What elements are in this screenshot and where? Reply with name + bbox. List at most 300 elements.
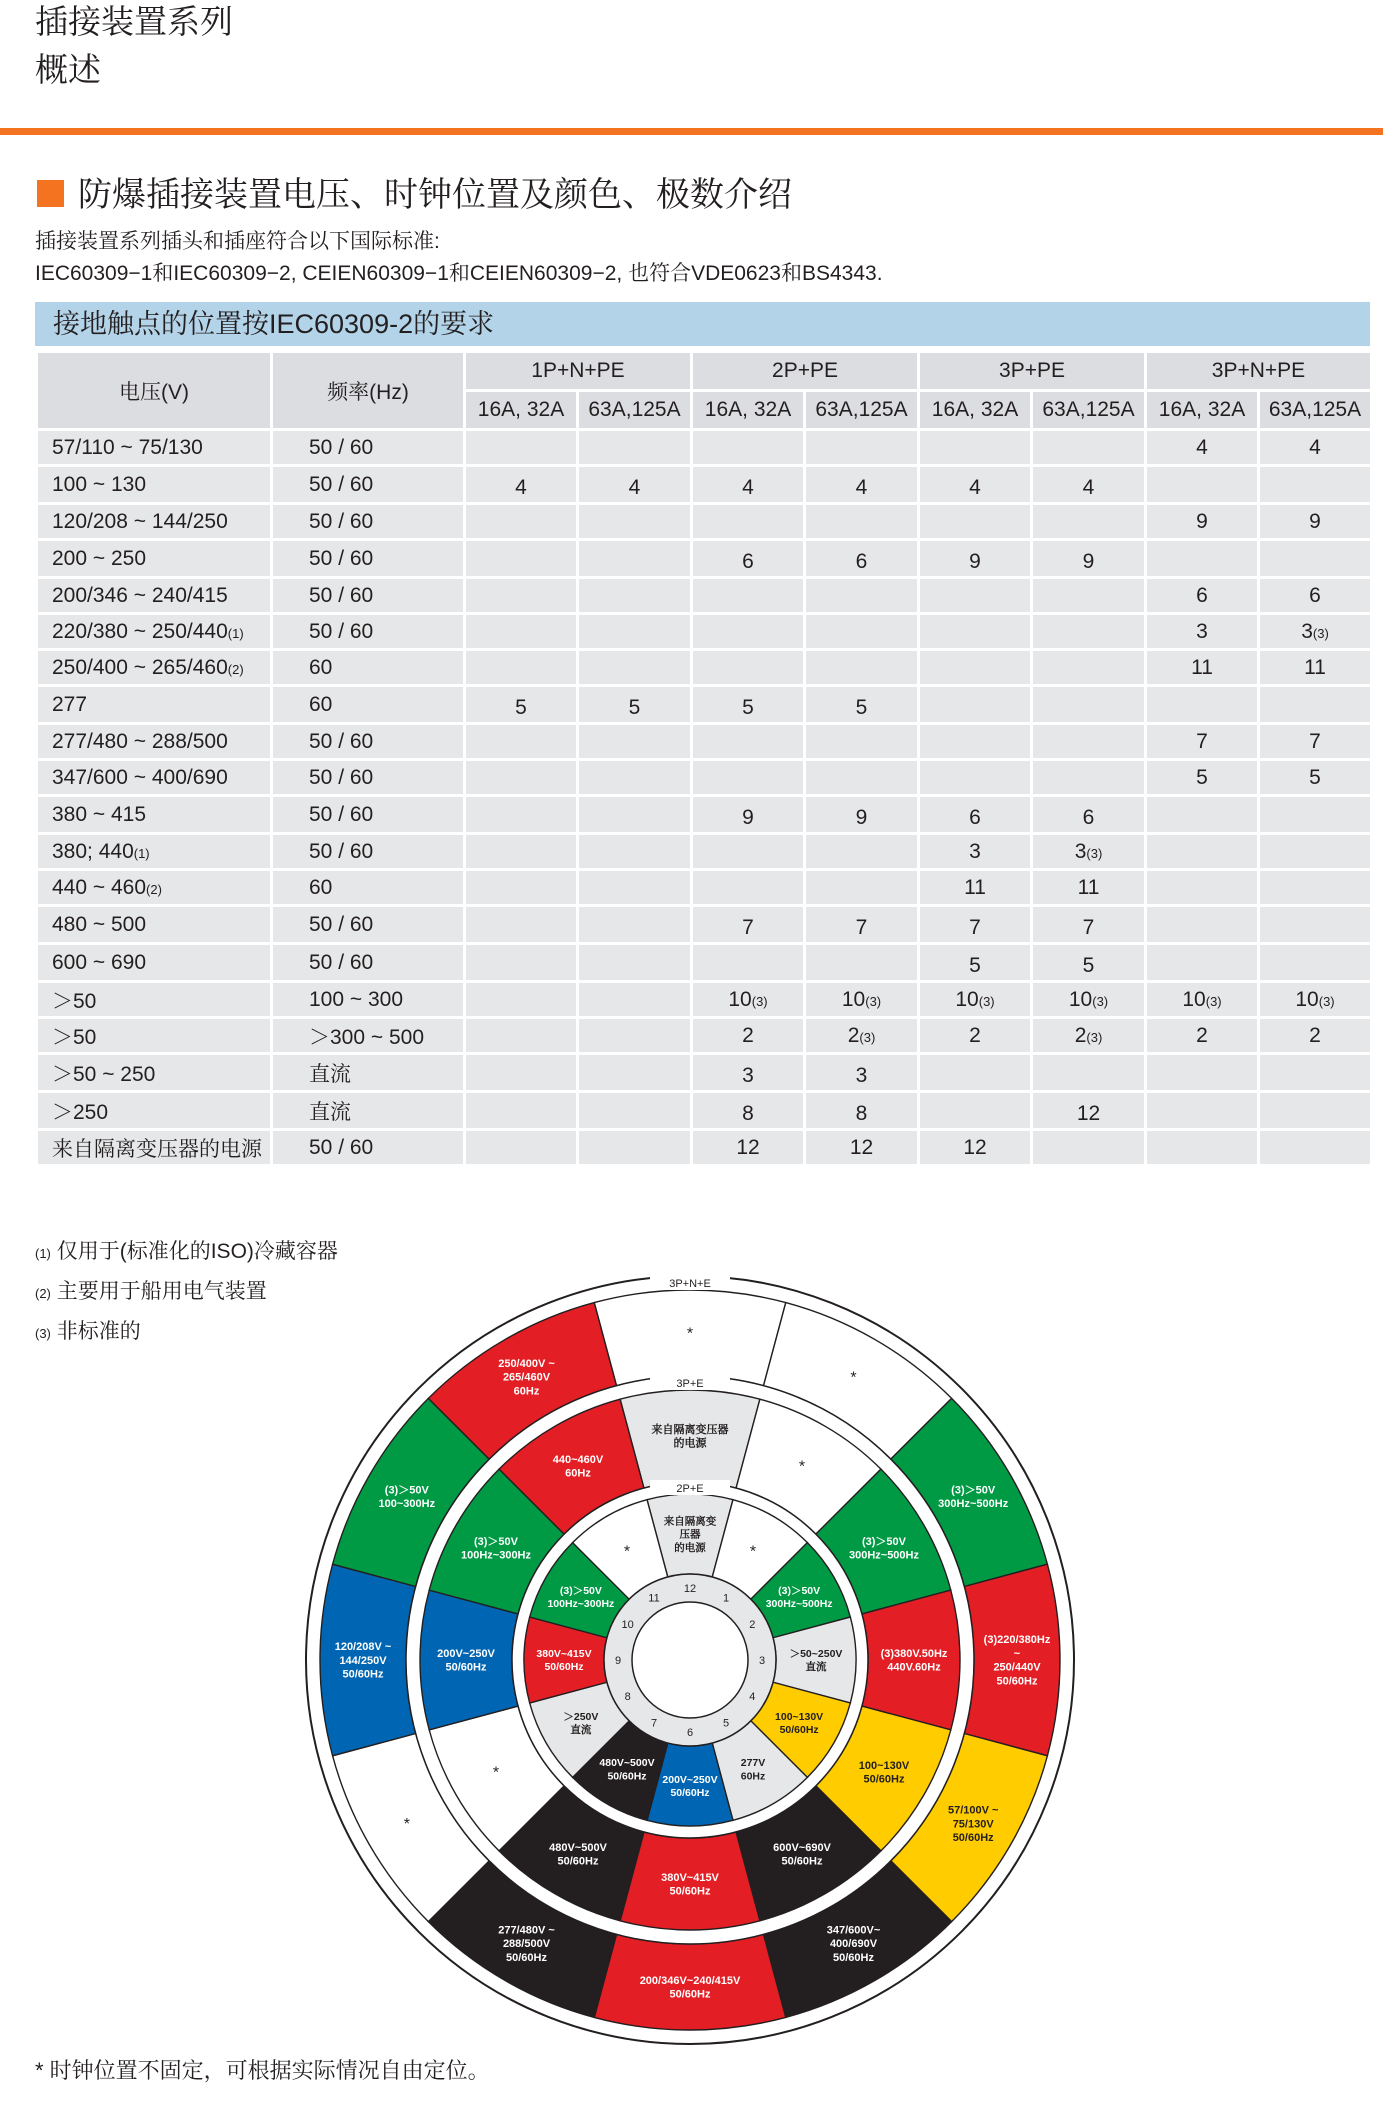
wheel-center: [632, 1602, 748, 1718]
outer-sector-3: [964, 1564, 1060, 1756]
wheel-sector-label: (3)＞50V: [384, 1484, 429, 1497]
table-row: [37, 982, 1372, 1018]
clock-position-cell: [465, 944, 578, 982]
frequency-cell: 60: [272, 870, 465, 906]
footnote: [35, 1318, 141, 1348]
wheel-sector-label: 50/60Hz: [342, 1668, 384, 1681]
cell-footnote-mark: (3): [865, 993, 882, 1009]
clock-position-value: 10: [1295, 987, 1319, 1011]
clock-position-cell: [1259, 796, 1372, 834]
header-group-2p-pe: 2P+PE: [692, 352, 919, 391]
wheel-sector-label: 440V.60Hz: [887, 1661, 941, 1674]
clock-position-cell: [919, 834, 1032, 870]
clock-position-value: 6: [1196, 583, 1208, 607]
wheel-sector-label: (3)＞50V: [473, 1535, 519, 1548]
middle-sector-9: [420, 1590, 518, 1730]
header-frequency: 频率(Hz): [272, 352, 465, 430]
voltage-cell: [37, 1092, 272, 1130]
voltage-value: 200/346 ~ 240/415: [52, 583, 228, 607]
frequency-cell: 50 / 60: [272, 760, 465, 796]
clock-position-cell: [692, 430, 805, 466]
clock-position-cell: [1259, 944, 1372, 982]
clock-position-cell: [692, 1130, 805, 1166]
clock-position-cell: [692, 1018, 805, 1054]
table-heading: 接地触点的位置按IEC60309-2的要求: [53, 309, 495, 339]
clock-position-value: 5: [1196, 765, 1208, 789]
header-current-high: 63A,125A: [578, 391, 692, 430]
header-divider: [0, 128, 1383, 135]
clock-position-cell: [919, 906, 1032, 944]
clock-position-value: 7: [1196, 729, 1208, 753]
wheel-sector-label: 400/690V: [829, 1938, 878, 1951]
footnote-mark: (1): [35, 1246, 51, 1261]
clock-position-cell: [1146, 944, 1259, 982]
clock-position-cell: [465, 578, 578, 614]
wheel-sector-label: 380V~415V: [661, 1871, 719, 1884]
clock-position-cell: [465, 982, 578, 1018]
clock-position-cell: [692, 466, 805, 504]
header-current-high: 63A,125A: [1032, 391, 1146, 430]
wheel-sector-label: 250/440V: [993, 1661, 1041, 1674]
cell-footnote-mark: (3): [1312, 625, 1329, 641]
clock-position-value: 3: [855, 1064, 868, 1087]
voltage-value: 120/208 ~ 144/250: [52, 509, 228, 533]
table-heading-band: [35, 302, 1370, 346]
clock-position-cell: [1032, 540, 1146, 578]
cell-footnote-mark: (3): [1086, 845, 1103, 861]
clock-position-value: 2: [1309, 1023, 1321, 1047]
clock-position-cell: [1146, 466, 1259, 504]
clock-position-cell: [1259, 834, 1372, 870]
clock-position-cell: [919, 724, 1032, 760]
clock-position-cell: [465, 504, 578, 540]
clock-position-value: 5: [969, 954, 981, 977]
standards-list: IEC60309−1和IEC60309−2, CEIEN60309−1和CEIEN60309−2, 也符合VDE0623和BS4343.: [35, 262, 883, 285]
table-row: [37, 466, 1372, 504]
page-subtitle: 概述: [35, 51, 101, 88]
clock-position-value: 5: [628, 696, 641, 719]
clock-position-cell: [919, 1054, 1032, 1092]
clock-position-cell: [692, 650, 805, 686]
wheel-sector-label: 480V~500V: [599, 1757, 655, 1770]
header-group-3p-pe: 3P+PE: [919, 352, 1146, 391]
clock-position-cell: [805, 1018, 919, 1054]
table-row: [37, 724, 1372, 760]
clock-number: 3: [758, 1655, 766, 1667]
clock-position-cell: [1032, 614, 1146, 650]
clock-position-value: 3: [1301, 619, 1313, 643]
clock-position-cell: [1259, 906, 1372, 944]
clock-number: 8: [624, 1691, 631, 1703]
clock-position-wheel: [290, 1268, 1090, 2058]
table-row: [37, 686, 1372, 724]
wheel-sector-label: 347/600V~: [826, 1924, 881, 1937]
cell-footnote-mark: (3): [1092, 993, 1109, 1009]
clock-position-cell: [1032, 686, 1146, 724]
frequency-cell: 50 / 60: [272, 578, 465, 614]
voltage-value: 440 ~ 460: [52, 875, 147, 899]
clock-position-cell: [1032, 834, 1146, 870]
series-title: 插接装置系列: [35, 3, 233, 40]
table-row: [37, 504, 1372, 540]
clock-position-cell: [465, 1018, 578, 1054]
section-marker-icon: [37, 180, 64, 207]
clock-position-cell: [1146, 504, 1259, 540]
wheel-sector-label: 200V~250V: [437, 1647, 495, 1660]
table-row: [37, 1092, 1372, 1130]
clock-position-cell: [465, 906, 578, 944]
voltage-cell: [37, 578, 272, 614]
clock-position-cell: [465, 724, 578, 760]
table-row: [37, 944, 1372, 982]
clock-position-value: 12: [736, 1135, 760, 1159]
clock-position-value: 12: [1076, 1102, 1101, 1125]
clock-position-value: 3: [742, 1064, 754, 1087]
clock-position-cell: [578, 982, 692, 1018]
clock-position-cell: [805, 1054, 919, 1092]
clock-position-cell: [805, 578, 919, 614]
clock-position-cell: [692, 724, 805, 760]
clock-position-cell: [1032, 944, 1146, 982]
clock-position-cell: [1259, 686, 1372, 724]
clock-position-cell: [692, 760, 805, 796]
clock-position-cell: [1032, 906, 1146, 944]
clock-position-value: 7: [969, 916, 981, 939]
clock-position-value: 11: [1304, 655, 1326, 679]
clock-position-value: 10: [955, 987, 979, 1011]
clock-position-value: 2: [742, 1023, 754, 1047]
wheel-sector-label: 50/60Hz: [445, 1661, 487, 1674]
clock-position-cell: [1259, 650, 1372, 686]
voltage-cell: [37, 796, 272, 834]
clock-position-cell: [919, 1092, 1032, 1130]
clock-position-cell: [578, 540, 692, 578]
voltage-cell: [37, 430, 272, 466]
voltage-cell: [37, 540, 272, 578]
clock-position-value: 4: [969, 476, 981, 499]
clock-position-cell: [919, 982, 1032, 1018]
frequency-cell: 直流: [272, 1054, 465, 1092]
wheel-sector-label: 57/100V ~: [947, 1804, 999, 1817]
wheel-sector-label: 50/60Hz: [670, 1787, 710, 1800]
voltage-cell: [37, 982, 272, 1018]
clock-position-value: 10: [1068, 987, 1093, 1011]
voltage-cell: [37, 944, 272, 982]
clock-position-cell: [578, 686, 692, 724]
clock-number: 4: [749, 1691, 756, 1703]
clock-position-cell: [578, 944, 692, 982]
footnote-text: 非标准的: [56, 1320, 141, 1343]
wheel-sector-label: 100~130V: [775, 1711, 824, 1724]
clock-position-value: 8: [742, 1102, 754, 1125]
frequency-cell: 直流: [272, 1092, 465, 1130]
wheel-sector-label: 277V: [740, 1757, 766, 1770]
clock-position-cell: [919, 760, 1032, 796]
clock-position-cell: [1259, 1054, 1372, 1092]
wheel-sector-label: (3)380V.50Hz: [880, 1647, 948, 1660]
frequency-cell: 60: [272, 650, 465, 686]
clock-position-value: 3: [1196, 619, 1208, 643]
section-heading: 防爆插接装置电压、时钟位置及颜色、极数介绍: [78, 176, 792, 214]
clock-position-cell: [578, 430, 692, 466]
clock-position-cell: [1032, 466, 1146, 504]
clock-number: 7: [650, 1717, 658, 1730]
clock-position-cell: [578, 1018, 692, 1054]
clock-position-value: 7: [1309, 729, 1321, 753]
ring-tag-label: 3P+E: [676, 1378, 704, 1390]
frequency-cell: 50 / 60: [272, 834, 465, 870]
clock-number: 2: [749, 1619, 756, 1631]
clock-position-value: 5: [1082, 954, 1095, 977]
voltage-value: 380; 440: [52, 839, 134, 863]
clock-position-cell: [1259, 430, 1372, 466]
clock-position-cell: [465, 430, 578, 466]
clock-position-cell: [578, 1092, 692, 1130]
clock-position-cell: [1259, 614, 1372, 650]
wheel-sector-label: *: [850, 1369, 857, 1387]
clock-position-cell: [1259, 540, 1372, 578]
clock-number: 1: [722, 1592, 730, 1605]
clock-position-cell: [919, 614, 1032, 650]
frequency-cell: 50 / 60: [272, 796, 465, 834]
header-current-low: 16A, 32A: [465, 391, 578, 430]
cell-footnote-mark: (3): [1205, 993, 1222, 1009]
table-row: [37, 906, 1372, 944]
clock-position-cell: [1146, 686, 1259, 724]
clock-position-value: 5: [515, 696, 527, 719]
clock-position-cell: [805, 504, 919, 540]
clock-position-value: 8: [855, 1102, 868, 1125]
clock-number: 6: [686, 1727, 694, 1739]
voltage-value: 380 ~ 415: [52, 802, 147, 826]
clock-position-value: 4: [855, 476, 868, 499]
frequency-cell: 50 / 60: [272, 540, 465, 578]
wheel-sector-label: *: [492, 1764, 500, 1782]
clock-position-cell: [1032, 796, 1146, 834]
wheel-sector-label: 100~300Hz: [378, 1498, 436, 1511]
clock-position-value: 11: [964, 875, 986, 899]
clock-position-value: 10: [841, 987, 866, 1011]
wheel-sector-label: 的电源: [674, 1541, 706, 1554]
clock-position-cell: [1032, 982, 1146, 1018]
wheel-sector-label: 60Hz: [513, 1385, 540, 1398]
clock-position-cell: [805, 760, 919, 796]
clock-position-cell: [1032, 504, 1146, 540]
wheel-sector-label: 50/60Hz: [544, 1661, 584, 1674]
clock-number: 11: [648, 1592, 660, 1605]
clock-position-cell: [692, 1092, 805, 1130]
clock-position-value: 9: [1196, 509, 1208, 533]
voltage-value: ＞50 ~ 250: [52, 1062, 156, 1086]
clock-position-cell: [1032, 870, 1146, 906]
table-row: [37, 1130, 1372, 1166]
wheel-sector-label: (3)＞50V: [559, 1585, 602, 1598]
clock-position-cell: [919, 430, 1032, 466]
clock-position-cell: [805, 1092, 919, 1130]
clock-position-cell: [805, 430, 919, 466]
clock-position-cell: [919, 870, 1032, 906]
wheel-sector-label: 100Hz~300Hz: [460, 1549, 532, 1562]
wheel-sector-label: 75/130V: [952, 1818, 994, 1831]
clock-position-cell: [465, 1130, 578, 1166]
clock-position-cell: [692, 1054, 805, 1092]
clock-position-value: 5: [1309, 765, 1321, 789]
clock-position-cell: [805, 982, 919, 1018]
cell-footnote-mark: (3): [751, 993, 768, 1009]
clock-position-cell: [578, 1054, 692, 1092]
voltage-cell: [37, 724, 272, 760]
clock-position-cell: [692, 540, 805, 578]
clock-position-cell: [578, 1130, 692, 1166]
frequency-cell: 60: [272, 686, 465, 724]
voltage-value: 220/380 ~ 250/440: [52, 619, 228, 643]
voltage-cell: [37, 760, 272, 796]
clock-position-cell: [578, 504, 692, 540]
header-group-1p-n-pe: 1P+N+PE: [465, 352, 692, 391]
voltage-value: 347/600 ~ 400/690: [52, 765, 228, 789]
clock-position-cell: [919, 1018, 1032, 1054]
voltage-cell: [37, 1130, 272, 1166]
voltage-value: ＞50: [52, 989, 97, 1013]
clock-position-cell: [578, 724, 692, 760]
voltage-cell: [37, 650, 272, 686]
clock-position-cell: [1146, 650, 1259, 686]
wheel-sector-label: (3)220/380Hz: [983, 1634, 1051, 1647]
header-current-high: 63A,125A: [805, 391, 919, 430]
voltage-value: ＞50: [52, 1025, 97, 1049]
standards-intro: 插接装置系列插头和插座符合以下国际标准:: [35, 230, 440, 253]
clock-position-cell: [1146, 724, 1259, 760]
clock-position-cell: [1146, 1054, 1259, 1092]
voltage-value: 57/110 ~ 75/130: [52, 435, 203, 459]
clock-position-cell: [1259, 1018, 1372, 1054]
clock-position-cell: [805, 944, 919, 982]
voltage-value: 277/480 ~ 288/500: [52, 729, 228, 753]
ring-tag-label: 3P+N+E: [669, 1278, 711, 1290]
wheel-sector-label: 288/500V: [502, 1938, 551, 1951]
frequency-cell: 50 / 60: [272, 430, 465, 466]
clock-position-cell: [919, 504, 1032, 540]
clock-position-cell: [1259, 760, 1372, 796]
clock-position-cell: [692, 870, 805, 906]
clock-position-cell: [1032, 1130, 1146, 1166]
voltage-value: 200 ~ 250: [52, 546, 147, 570]
frequency-cell: 50 / 60: [272, 466, 465, 504]
clock-position-value: 9: [969, 550, 981, 573]
clock-position-value: 6: [1082, 806, 1095, 829]
clock-position-cell: [1259, 504, 1372, 540]
wheel-sector-label: 50/60Hz: [506, 1951, 547, 1964]
clock-position-value: 11: [1191, 655, 1213, 679]
voltage-value: 480 ~ 500: [52, 912, 147, 936]
wheel-sector-label: 600V~690V: [773, 1841, 831, 1854]
wheel-sector-label: ＞50~250V: [789, 1648, 843, 1661]
voltage-value: 277: [52, 692, 88, 716]
earth-contact-table: [35, 350, 1373, 1167]
wheel-sector-label: (3)＞50V: [951, 1484, 996, 1497]
clock-position-cell: [919, 540, 1032, 578]
clock-position-value: 5: [742, 696, 754, 719]
clock-position-cell: [805, 796, 919, 834]
table-row: [37, 540, 1372, 578]
cell-footnote-mark: (3): [1086, 1029, 1103, 1045]
wheel-sector-label: 100Hz~300Hz: [547, 1598, 615, 1611]
clock-position-cell: [1146, 834, 1259, 870]
clock-position-cell: [578, 834, 692, 870]
clock-position-value: 4: [515, 476, 527, 499]
clock-position-cell: [805, 466, 919, 504]
clock-position-cell: [1259, 578, 1372, 614]
clock-position-cell: [1146, 982, 1259, 1018]
header-current-high: 63A,125A: [1259, 391, 1372, 430]
wheel-sector-label: 380V~415V: [536, 1648, 592, 1661]
wheel-sector-label: 200/346V~240/415V: [639, 1974, 741, 1987]
middle-sector-3: [862, 1590, 960, 1730]
clock-position-cell: [1146, 796, 1259, 834]
clock-position-cell: [1259, 982, 1372, 1018]
header-current-low: 16A, 32A: [919, 391, 1032, 430]
table-row: [37, 1018, 1372, 1054]
clock-position-cell: [1146, 1018, 1259, 1054]
footnote-text: 主要用于船用电气装置: [56, 1280, 267, 1303]
wheel-sector-label: 440~460V: [552, 1453, 604, 1466]
clock-position-cell: [1032, 650, 1146, 686]
clock-position-value: 6: [742, 550, 754, 573]
clock-position-cell: [1146, 430, 1259, 466]
voltage-value: 100 ~ 130: [52, 472, 147, 496]
voltage-cell: [37, 686, 272, 724]
frequency-cell: 50 / 60: [272, 614, 465, 650]
clock-position-cell: [805, 686, 919, 724]
clock-position-cell: [919, 796, 1032, 834]
clock-position-cell: [1259, 724, 1372, 760]
clock-position-cell: [1259, 870, 1372, 906]
clock-position-value: 3: [969, 839, 981, 863]
clock-position-cell: [805, 870, 919, 906]
clock-position-cell: [465, 1092, 578, 1130]
clock-position-cell: [919, 686, 1032, 724]
wheel-sector-label: 60Hz: [565, 1467, 591, 1480]
clock-position-value: 9: [1082, 550, 1095, 573]
wheel-sector-label: 277/480V ~: [498, 1924, 555, 1937]
clock-position-value: 2: [1196, 1023, 1208, 1047]
wheel-sector-label: 300Hz~500Hz: [848, 1549, 920, 1562]
clock-position-cell: [1146, 540, 1259, 578]
table-body: [37, 430, 1372, 1166]
clock-position-value: 7: [742, 916, 754, 939]
clock-position-cell: [578, 796, 692, 834]
wheel-sector-label: 50/60Hz: [669, 1988, 711, 2001]
clock-position-cell: [805, 724, 919, 760]
wheel-sector-label: 60Hz: [740, 1770, 766, 1783]
clock-position-cell: [578, 870, 692, 906]
wheel-sector-label: 50/60Hz: [557, 1855, 599, 1868]
clock-position-cell: [1146, 760, 1259, 796]
voltage-footnote-mark: (2): [227, 661, 244, 677]
clock-position-value: 4: [628, 476, 641, 499]
clock-position-cell: [692, 504, 805, 540]
table-row: [37, 1054, 1372, 1092]
wheel-sector-label: 来自隔离变压器: [651, 1423, 729, 1436]
clock-position-cell: [465, 686, 578, 724]
clock-position-value: 9: [742, 806, 754, 829]
clock-position-value: 12: [849, 1135, 874, 1159]
wheel-sector-label: 265/460V: [502, 1371, 551, 1384]
frequency-cell: 50 / 60: [272, 1130, 465, 1166]
wheel-sector-label: *: [798, 1458, 806, 1476]
header-current-low: 16A, 32A: [1146, 391, 1259, 430]
clock-position-value: 2: [847, 1023, 860, 1047]
